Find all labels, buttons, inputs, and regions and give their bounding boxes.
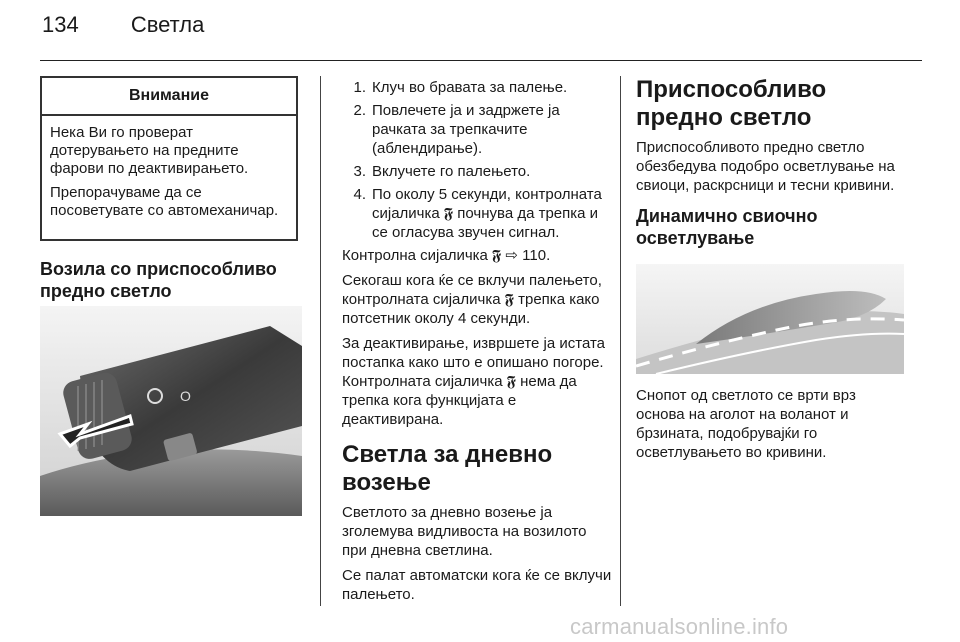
paragraph: Светлото за дневно возење ја зголемува видливоста на возилото при дневна светлина. <box>342 504 587 559</box>
paragraph: Контролна сијаличка 𝕱 ⇨ 110. <box>342 247 551 264</box>
watermark: carmanualsonline.info <box>570 614 789 639</box>
caption-paragraph: Снопот од светлото се врти врз основа на аголот на воланот и брзината, подобрувајќи го осветлувањето во кривини. <box>636 387 856 461</box>
header-rule <box>40 60 922 61</box>
daytime-lights-heading: Светла за дневно возење <box>342 441 553 496</box>
list-item: 2. Повлечете ја и задржете ја рачката за трепкачите (аблендирање). <box>353 102 560 157</box>
adaptive-light-column <box>636 76 906 249</box>
turn-signal-lever-illustration <box>40 306 302 516</box>
procedure-steps <box>342 78 612 242</box>
warning-paragraph: Препорачуваме да се посоветувате со автомеханичар. <box>50 184 279 219</box>
procedure-column <box>342 78 612 610</box>
section-title: Светла <box>130 12 205 37</box>
adaptive-light-heading: Возила со приспособливо предно светло <box>40 259 277 301</box>
paragraph: Секогаш кога ќе се вклучи палењето, контролната сијаличка 𝕱 трепка како потсетник околу 4 секунди. <box>342 272 602 327</box>
bending-light-illustration <box>636 264 904 374</box>
paragraph: Се палат автоматски кога ќе се вклучи палењето. <box>342 567 612 603</box>
svg-text:O: O <box>180 388 191 404</box>
paragraph: За деактивирање, извршете ја истата постапка како што е опишано погоре. Контролната сијаличка 𝕱 нема да трепка кога функцијата е деактивирана. <box>342 335 606 428</box>
warning-paragraph: Нека Ви го проверат дотерувањето на предните фарови по деактивирањето. <box>50 124 249 177</box>
bending-caption <box>636 386 906 468</box>
paragraph: Приспособливото предно светло обезбедува подобро осветлување на свиоци, раскрсници и тесни кривини. <box>636 139 895 194</box>
warning-body <box>42 116 296 220</box>
adaptive-light-title: Приспособливо предно светло <box>636 76 827 131</box>
list-item: 4. По околу 5 секунди, контролната сијаличка 𝕱 почнува да трепка и се огласува звучен сигнал. <box>353 186 602 241</box>
warning-title: Внимание <box>42 78 296 116</box>
page-header <box>42 12 204 38</box>
dynamic-bending-heading: Динамично свиочно осветлување <box>636 206 818 248</box>
column-separator <box>620 76 621 606</box>
list-item: 1. Клуч во бравата за палење. <box>353 79 568 96</box>
warning-box <box>40 76 298 241</box>
list-item: 3. Вклучете го палењето. <box>353 163 531 180</box>
page-number: 134 <box>42 12 79 37</box>
column-separator <box>320 76 321 606</box>
